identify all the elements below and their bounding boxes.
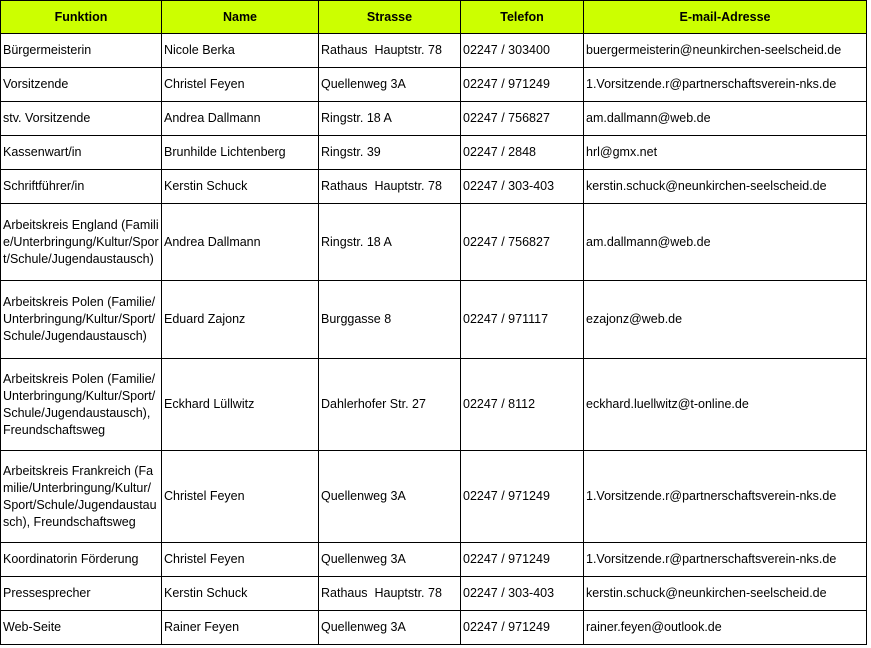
cell-name: Andrea Dallmann — [162, 204, 319, 281]
cell-function: Arbeitskreis Frankreich (Familie/Unterbringung/Kultur/Sport/Schule/Jugendaustausch), Freundschaftsweg — [1, 451, 162, 543]
cell-street: Quellenweg 3A — [319, 451, 461, 543]
cell-email: am.dallmann@web.de — [584, 204, 867, 281]
cell-function: Web-Seite — [1, 611, 162, 645]
table-row — [1, 543, 867, 577]
header-row — [1, 1, 867, 34]
cell-phone: 02247 / 971249 — [461, 68, 584, 102]
cell-phone: 02247 / 8112 — [461, 359, 584, 451]
cell-function: Bürgermeisterin — [1, 34, 162, 68]
cell-phone: 02247 / 303-403 — [461, 577, 584, 611]
cell-name: Rainer Feyen — [162, 611, 319, 645]
cell-phone: 02247 / 303400 — [461, 34, 584, 68]
cell-function: Arbeitskreis England (Familie/Unterbringung/Kultur/Sport/Schule/Jugendaustausch) — [1, 204, 162, 281]
table-row — [1, 281, 867, 359]
cell-street: Quellenweg 3A — [319, 68, 461, 102]
cell-name: Andrea Dallmann — [162, 102, 319, 136]
cell-email: 1.Vorsitzende.r@partnerschaftsverein-nks.de — [584, 68, 867, 102]
table-row — [1, 204, 867, 281]
cell-email: eckhard.luellwitz@t-online.de — [584, 359, 867, 451]
column-header-phone: Telefon — [461, 1, 584, 34]
cell-email: am.dallmann@web.de — [584, 102, 867, 136]
cell-email: buergermeisterin@neunkirchen-seelscheid.de — [584, 34, 867, 68]
cell-street: Quellenweg 3A — [319, 611, 461, 645]
column-header-name: Name — [162, 1, 319, 34]
cell-street: Ringstr. 39 — [319, 136, 461, 170]
cell-function: Schriftführer/in — [1, 170, 162, 204]
cell-street: Dahlerhofer Str. 27 — [319, 359, 461, 451]
cell-street: Rathaus Hauptstr. 78 — [319, 577, 461, 611]
table-body — [1, 34, 867, 645]
cell-name: Christel Feyen — [162, 451, 319, 543]
cell-phone: 02247 / 971249 — [461, 451, 584, 543]
cell-email: 1.Vorsitzende.r@partnerschaftsverein-nks.de — [584, 451, 867, 543]
table-row — [1, 577, 867, 611]
cell-function: Kassenwart/in — [1, 136, 162, 170]
cell-phone: 02247 / 971249 — [461, 611, 584, 645]
table-row — [1, 102, 867, 136]
cell-function: stv. Vorsitzende — [1, 102, 162, 136]
cell-street: Quellenweg 3A — [319, 543, 461, 577]
cell-name: Eduard Zajonz — [162, 281, 319, 359]
cell-function: Arbeitskreis Polen (Familie/Unterbringung/Kultur/Sport/Schule/Jugendaustausch) — [1, 281, 162, 359]
cell-phone: 02247 / 756827 — [461, 204, 584, 281]
cell-name: Kerstin Schuck — [162, 170, 319, 204]
cell-phone: 02247 / 971117 — [461, 281, 584, 359]
cell-name: Kerstin Schuck — [162, 577, 319, 611]
cell-function: Arbeitskreis Polen (Familie/Unterbringung/Kultur/Sport/Schule/Jugendaustausch), Freundschaftsweg — [1, 359, 162, 451]
cell-street: Burggasse 8 — [319, 281, 461, 359]
cell-function: Vorsitzende — [1, 68, 162, 102]
cell-email: hrl@gmx.net — [584, 136, 867, 170]
column-header-street: Strasse — [319, 1, 461, 34]
cell-street: Ringstr. 18 A — [319, 204, 461, 281]
cell-phone: 02247 / 303-403 — [461, 170, 584, 204]
cell-name: Brunhilde Lichtenberg — [162, 136, 319, 170]
table-row — [1, 68, 867, 102]
cell-email: rainer.feyen@outlook.de — [584, 611, 867, 645]
cell-phone: 02247 / 971249 — [461, 543, 584, 577]
table-row — [1, 611, 867, 645]
column-header-email: E-mail-Adresse — [584, 1, 867, 34]
cell-name: Christel Feyen — [162, 68, 319, 102]
cell-function: Koordinatorin Förderung — [1, 543, 162, 577]
cell-street: Rathaus Hauptstr. 78 — [319, 170, 461, 204]
table-row — [1, 170, 867, 204]
table-row — [1, 136, 867, 170]
table-row — [1, 359, 867, 451]
cell-phone: 02247 / 756827 — [461, 102, 584, 136]
table-header — [1, 1, 867, 34]
cell-email: 1.Vorsitzende.r@partnerschaftsverein-nks.de — [584, 543, 867, 577]
cell-email: kerstin.schuck@neunkirchen-seelscheid.de — [584, 577, 867, 611]
table-row — [1, 34, 867, 68]
cell-name: Christel Feyen — [162, 543, 319, 577]
cell-street: Ringstr. 18 A — [319, 102, 461, 136]
cell-function: Pressesprecher — [1, 577, 162, 611]
cell-phone: 02247 / 2848 — [461, 136, 584, 170]
table-row — [1, 451, 867, 543]
column-header-function: Funktion — [1, 1, 162, 34]
cell-email: ezajonz@web.de — [584, 281, 867, 359]
cell-street: Rathaus Hauptstr. 78 — [319, 34, 461, 68]
cell-name: Nicole Berka — [162, 34, 319, 68]
cell-email: kerstin.schuck@neunkirchen-seelscheid.de — [584, 170, 867, 204]
cell-name: Eckhard Lüllwitz — [162, 359, 319, 451]
